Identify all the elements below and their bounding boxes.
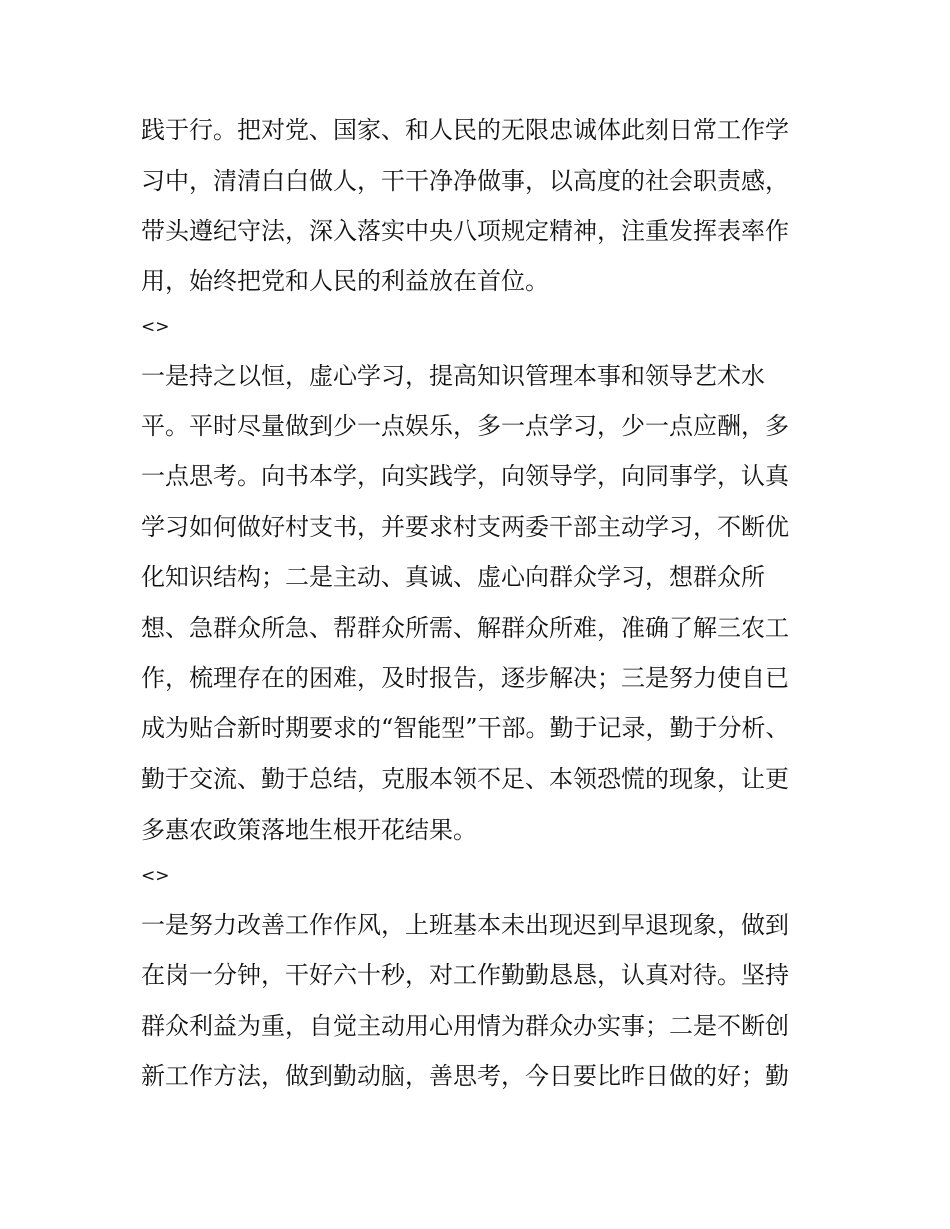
paragraph-2-line-5: 化知识结构；二是主动、真诚、虚心向群众学习，想群众所 [141,563,765,591]
paragraph-2-line-2: 平。平时尽量做到少一点娱乐，多一点学习，少一点应酬，多 [141,412,789,440]
paragraph-2-line-9: 勤于交流、勤于总结，克服本领不足、本领恐慌的现象，让更 [141,765,789,793]
paragraph-1-line-4: 用，始终把党和人民的利益放在首位。 [141,267,549,295]
paragraph-2-line-6: 想、急群众所急、帮群众所需、解群众所难，准确了解三农工 [141,614,789,642]
paragraph-2-line-3: 一点思考。向书本学，向实践学，向领导学，向同事学，认真 [141,462,789,490]
paragraph-2-line-1: 一是持之以恒，虚心学习，提高知识管理本事和领导艺术水 [141,362,765,390]
paragraph-2-line-10: 多惠农政策落地生根开花结果。 [141,816,477,844]
paragraph-1-line-1: 践于行。把对党、国家、和人民的无限忠诚体此刻日常工作学 [141,116,789,144]
paragraph-3-line-3: 群众利益为重，自觉主动用心用情为群众办实事；二是不断创 [141,1012,789,1040]
paragraph-2-line-8: 成为贴合新时期要求的“智能型”干部。勤于记录，勤于分析、 [141,714,790,742]
paragraph-2-line-7: 作，梳理存在的困难，及时报告，逐步解决；三是努力使自已 [141,664,789,692]
section-marker-2: <> [141,866,170,886]
paragraph-3-line-1: 一是努力改善工作作风，上班基本未出现迟到早退现象，做到 [141,911,789,939]
paragraph-1-line-2: 习中，清清白白做人，干干净净做事，以高度的社会职责感， [141,167,789,195]
paragraph-3-line-2: 在岗一分钟，干好六十秒，对工作勤勤恳恳，认真对待。坚持 [141,961,789,989]
paragraph-2-line-4: 学习如何做好村支书，并要求村支两委干部主动学习，不断优 [141,513,789,541]
paragraph-3-line-4: 新工作方法，做到勤动脑，善思考，今日要比昨日做的好；勤 [141,1062,789,1090]
paragraph-1-line-3: 带头遵纪守法，深入落实中央八项规定精神，注重发挥表率作 [141,217,789,245]
section-marker-1: <> [141,317,170,337]
